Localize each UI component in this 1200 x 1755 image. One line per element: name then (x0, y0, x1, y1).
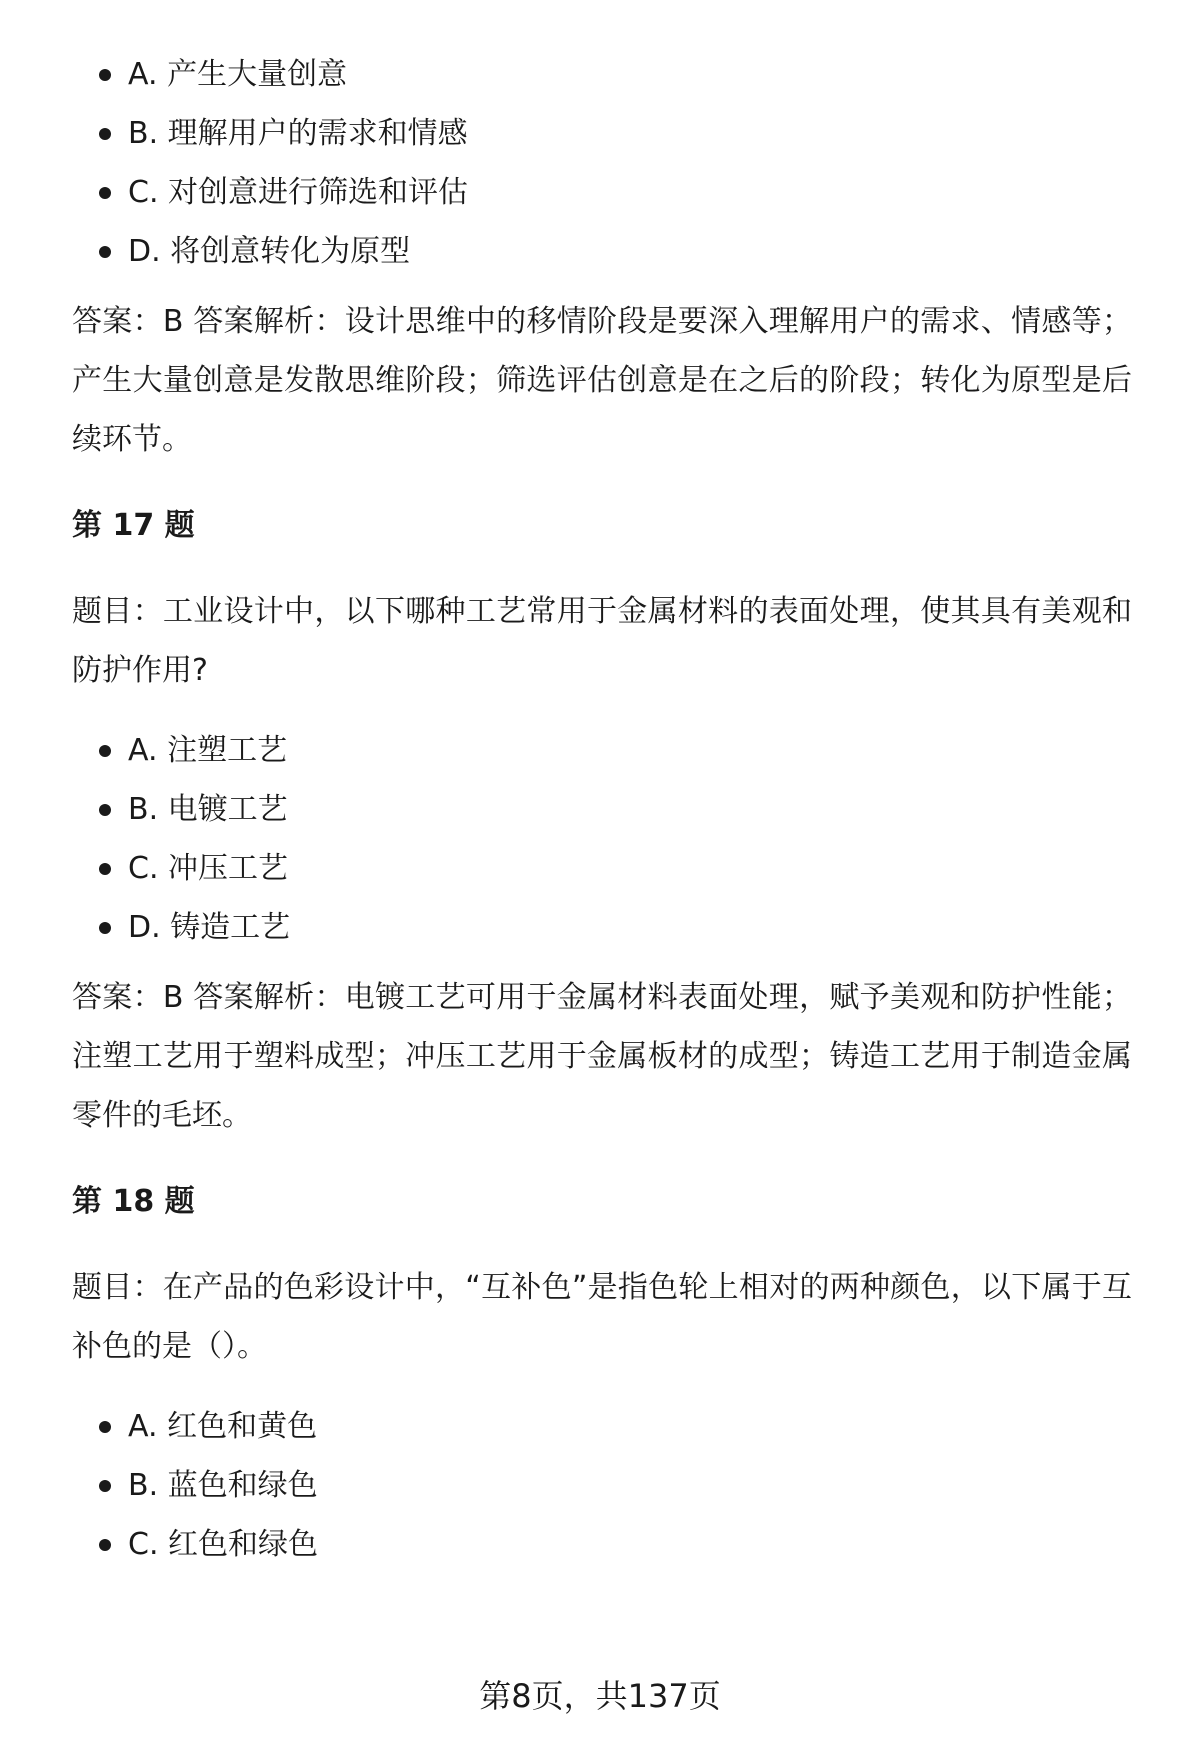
q18-option-a: A. 红色和黄色 (72, 1408, 1132, 1446)
bullet-icon (99, 745, 111, 757)
bullet-icon (99, 1480, 111, 1492)
q16-option-d: D. 将创意转化为原型 (72, 233, 1132, 271)
q17-title: 第 17 题 (72, 508, 195, 543)
q17-option-list (72, 732, 1132, 947)
q18-option-b: B. 蓝色和绿色 (72, 1467, 1132, 1505)
q17-option-b: B. 电镀工艺 (72, 791, 1132, 829)
bullet-icon (99, 804, 111, 816)
bullet-icon (99, 128, 111, 140)
q16-option-list (72, 56, 1132, 271)
bullet-icon (99, 1421, 111, 1433)
q17-option-d: D. 铸造工艺 (72, 909, 1132, 947)
bullet-icon (99, 69, 111, 81)
q16-answer: 答案：B 答案解析：设计思维中的移情阶段是要深入理解用户的需求、情感等；产生大量创意是发散思维阶段；筛选评估创意是在之后的阶段；转化为原型是后续环节。 (72, 304, 1132, 457)
q18-stem: 题目：在产品的色彩设计中，“互补色”是指色轮上相对的两种颜色，以下属于互补色的是（）。 (72, 1270, 1132, 1364)
bullet-icon (99, 1539, 111, 1551)
q16-option-c: C. 对创意进行筛选和评估 (72, 174, 1132, 212)
q16-option-b: B. 理解用户的需求和情感 (72, 115, 1132, 153)
q17-option-c: C. 冲压工艺 (72, 850, 1132, 888)
q18-option-list (72, 1408, 1132, 1564)
q17-stem: 题目：工业设计中，以下哪种工艺常用于金属材料的表面处理，使其具有美观和防护作用? (72, 594, 1132, 688)
q18-option-c: C. 红色和绿色 (72, 1526, 1132, 1564)
q18-title: 第 18 题 (72, 1184, 195, 1219)
bullet-icon (99, 246, 111, 258)
q17-answer: 答案：B 答案解析：电镀工艺可用于金属材料表面处理，赋予美观和防护性能；注塑工艺用于塑料成型；冲压工艺用于金属板材的成型；铸造工艺用于制造金属零件的毛坯。 (72, 980, 1132, 1133)
document-page (72, 56, 1132, 1585)
q16-option-a: A. 产生大量创意 (72, 56, 1132, 94)
page-number-footer: 第8页，共137页 (479, 1677, 721, 1715)
bullet-icon (99, 187, 111, 199)
bullet-icon (99, 922, 111, 934)
q17-option-a: A. 注塑工艺 (72, 732, 1132, 770)
bullet-icon (99, 863, 111, 875)
